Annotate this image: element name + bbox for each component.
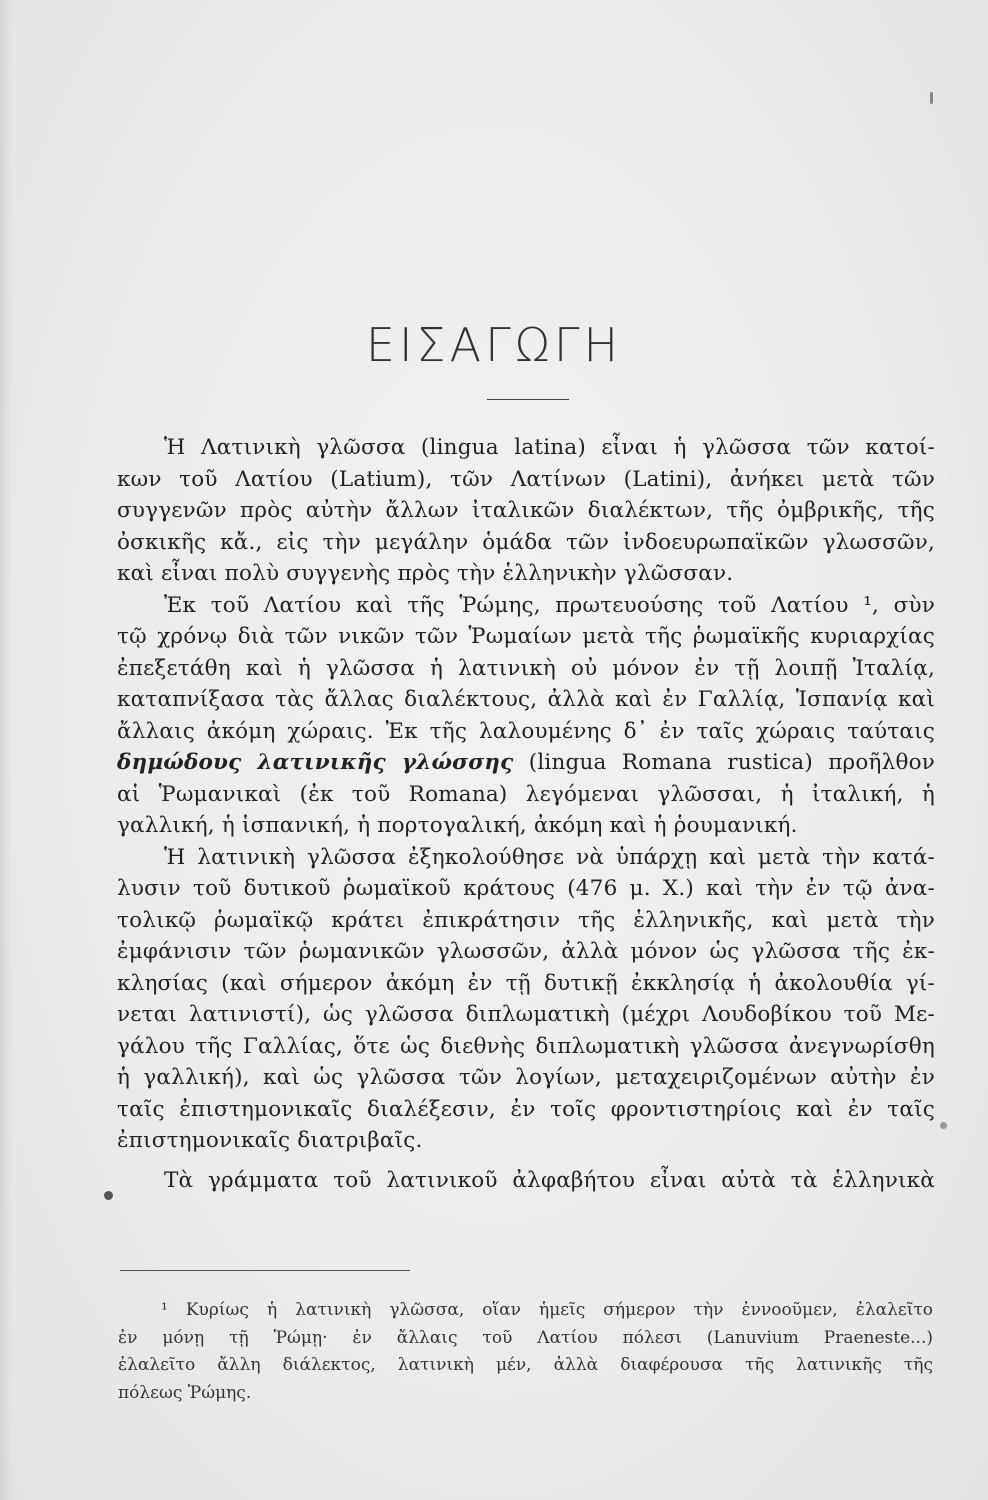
- text-line: κων τοῦ Λατίου (Latium), τῶν Λατίνων (Latini), ἀνήκει μετὰ τῶν: [117, 466, 935, 492]
- text-line: Ἡ Λατινικὴ γλῶσσα (lingua latina) εἶναι ἡ γλῶσσα τῶν κατοί-: [164, 435, 935, 460]
- text-line: Ἡ λατινικὴ γλῶσσα ἐξηκολούθησε νὰ ὑπάρχῃ καὶ μετὰ τὴν κατά-: [164, 844, 935, 870]
- text-line: ἐπιστημονικαῖς διατριβαῖς.: [117, 1128, 423, 1153]
- text-line: συγγενῶν πρὸς αὐτὴν ἄλλων ἰταλικῶν διαλέκτων, τῆς ὀμβρικῆς, τῆς: [117, 498, 935, 523]
- text-line: Τὰ γράμματα τοῦ λατινικοῦ ἀλφαβήτου εἶναι αὐτὰ τὰ ἑλληνικὰ: [164, 1167, 935, 1193]
- ink-spot: [940, 1122, 947, 1129]
- text-fragment: (lingua Romana rustica) προῆλθον: [528, 750, 936, 775]
- text-line: ἐπεξετάθη καὶ ἡ γλῶσσα ἡ λατινικὴ οὐ μόνον ἐν τῇ λοιπῇ Ἰταλίᾳ,: [117, 655, 935, 681]
- title-rule: [487, 399, 569, 400]
- page-edge-shadow: [0, 0, 12, 1500]
- text-line: [117, 747, 935, 779]
- text-line: ἐμφάνισιν τῶν ῥωμανικῶν γλωσσῶν, ἀλλὰ μόνον ὡς γλῶσσα τῆς ἐκ-: [117, 939, 935, 964]
- text-line: αἱ Ῥωμανικαὶ (ἐκ τοῦ Romana) λεγόμεναι γλῶσσαι, ἡ ἰταλική, ἡ: [117, 781, 935, 807]
- text-line: ὀσκικῆς κἄ., εἰς τὴν μεγάλην ὁμάδα τῶν ἰνδοευρωπαϊκῶν γλωσσῶν,: [117, 529, 935, 555]
- footnote-line: ¹ Κυρίως ἡ λατινικὴ γλῶσσα, οἵαν ἡμεῖς σήμερον τὴν ἐννοοῦμεν, ἐλαλεῖτο: [161, 1300, 933, 1320]
- text-line: λυσιν τοῦ δυτικοῦ ῥωμαϊκοῦ κράτους (476 μ. Χ.) καὶ τὴν ἐν τῷ ἀνα-: [117, 876, 935, 901]
- text-line: γαλλική, ἡ ἱσπανική, ἡ πορτογαλική, ἀκόμη καὶ ἡ ῥουμανική.: [117, 813, 798, 838]
- text-line: τολικῷ ῥωμαϊκῷ κράτει ἐπικράτησιν τῆς ἑλληνικῆς, καὶ μετὰ τὴν: [117, 907, 935, 933]
- text-line: καταπνίξασα τὰς ἄλλας διαλέκτους, ἀλλὰ καὶ ἐν Γαλλίᾳ, Ἱσπανίᾳ καὶ: [117, 687, 935, 712]
- text-line: κλησίας (καὶ σήμερον ἀκόμη ἐν τῇ δυτικῇ ἐκκλησίᾳ ἡ ἀκολουθία γί-: [117, 970, 935, 996]
- footnote-line: πόλεως Ῥώμης.: [118, 1382, 252, 1403]
- footnote-line: ἐν μόνῃ τῇ Ῥώμῃ· ἐν ἄλλαις τοῦ Λατίου πόλεσι (Lanuvium Praeneste...): [118, 1327, 933, 1348]
- text-line: τῷ χρόνῳ διὰ τῶν νικῶν τῶν Ῥωμαίων μετὰ τῆς ῥωμαϊκῆς κυριαρχίας: [117, 624, 935, 649]
- text-line: νεται λατινιστί), ὡς γλῶσσα διπλωματικὴ (μέχρι Λουδοβίκου τοῦ Με-: [117, 1002, 935, 1027]
- footnote-rule: [120, 1270, 410, 1271]
- bold-phrase: δημώδους λατινικῆς γλώσσης: [117, 750, 514, 775]
- text-line: καὶ εἶναι πολὺ συγγενὴς πρὸς τὴν ἑλληνικὴν γλῶσσαν.: [117, 561, 734, 586]
- chapter-title: ΕΙΣΑΓΩΓΗ: [365, 318, 623, 372]
- footnotes: [118, 1297, 933, 1407]
- text-line: Ἐκ τοῦ Λατίου καὶ τῆς Ῥώμης, πρωτευούσης τοῦ Λατίου ¹, σὺν: [164, 592, 935, 618]
- ink-spot: [930, 92, 933, 104]
- text-line: ταῖς ἐπιστημονικαῖς διαλέξεσιν, ἐν τοῖς φροντιστηρίοις καὶ ἐν ταῖς: [117, 1096, 935, 1122]
- text-line: ἡ γαλλική), καὶ ὡς γλῶσσα τῶν λογίων, μεταχειριζομένων αὐτὴν ἐν: [117, 1065, 935, 1090]
- text-line: ἄλλαις ἀκόμη χώραις. Ἐκ τῆς λαλουμένης δ᾽ ἐν ταῖς χώραις ταύταις: [117, 718, 935, 744]
- footnote-line: ἐλαλεῖτο ἄλλη διάλεκτος, λατινικὴ μέν, ἀλλὰ διαφέρουσα τῆς λατινικῆς τῆς: [118, 1355, 933, 1375]
- body-text: [117, 432, 935, 1196]
- ink-spot: [104, 1191, 113, 1200]
- text-line: γάλου τῆς Γαλλίας, ὅτε ὡς διεθνὴς διπλωματικὴ γλῶσσα ἀνεγνωρίσθη: [117, 1033, 935, 1059]
